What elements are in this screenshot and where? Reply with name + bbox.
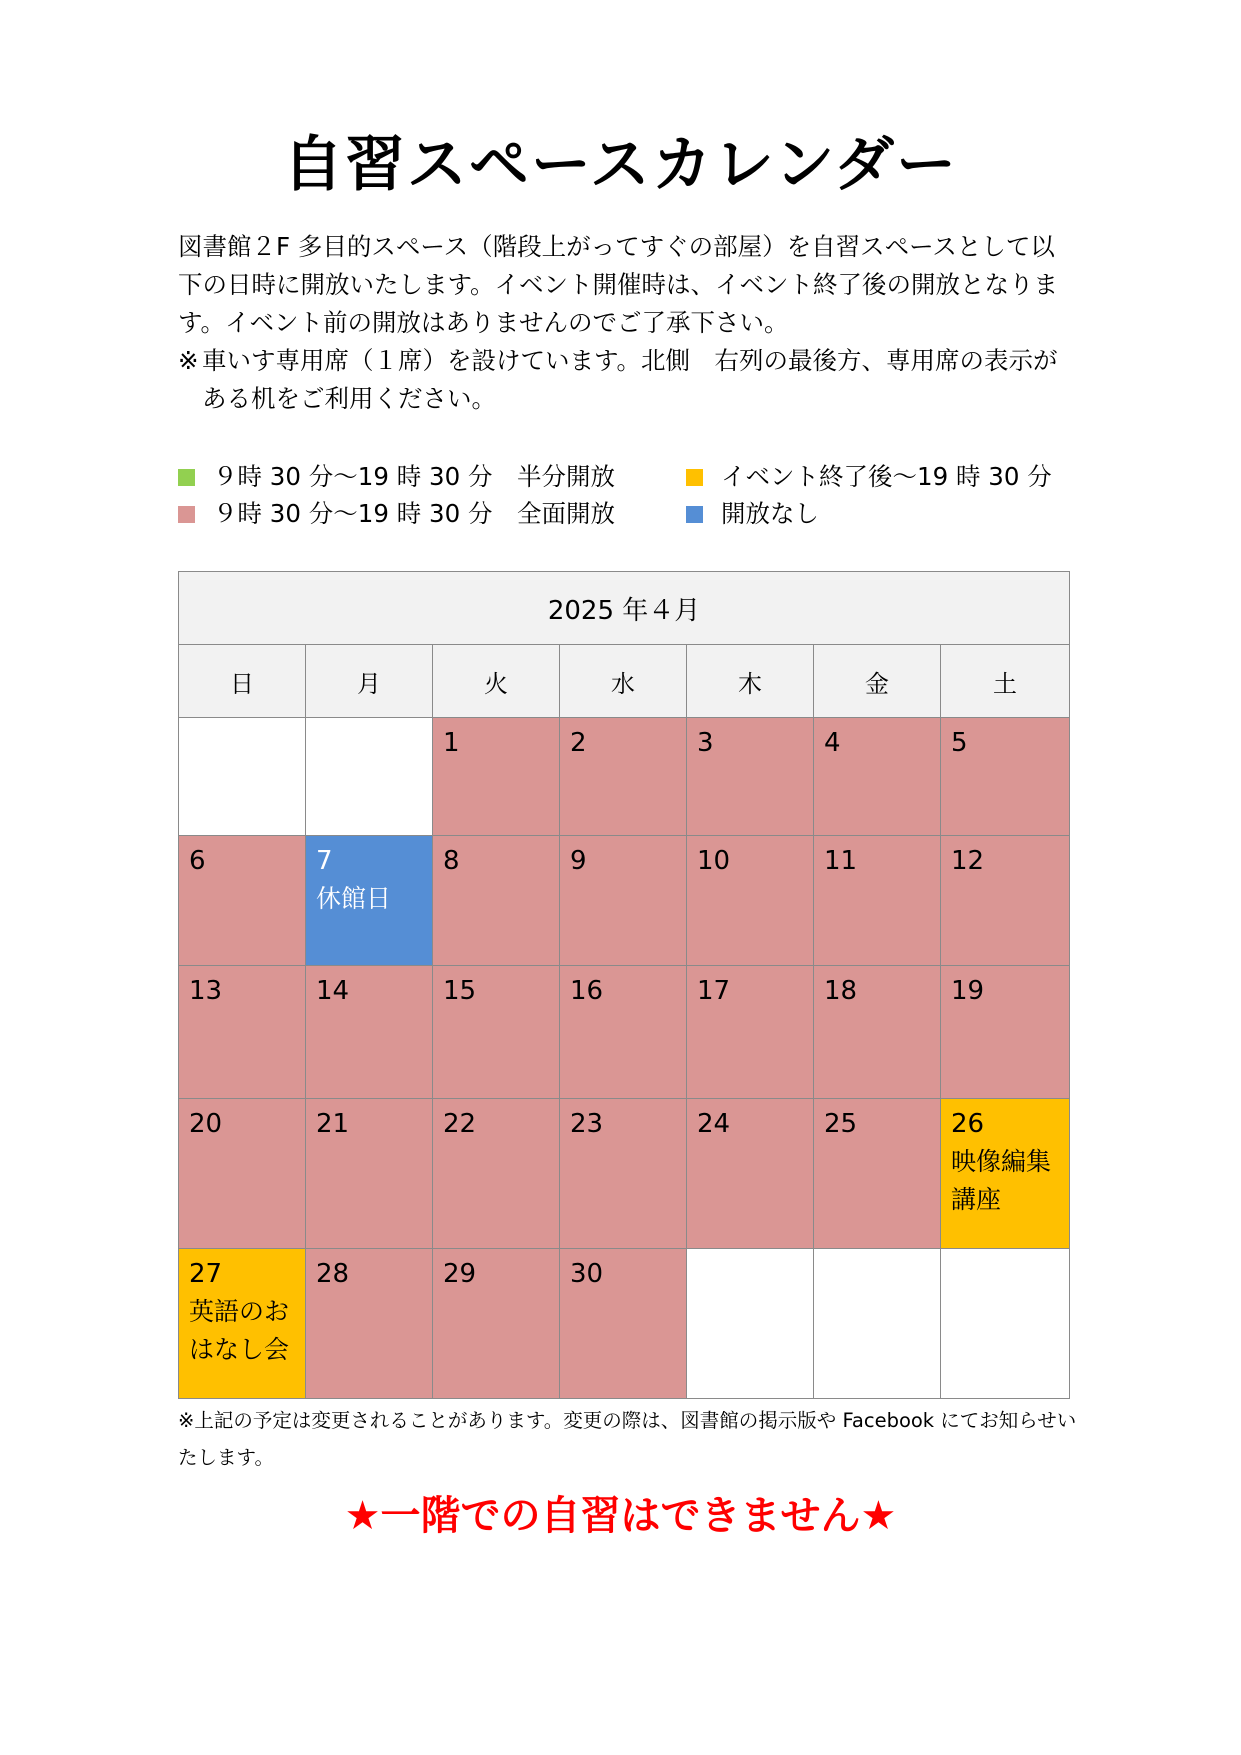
calendar-day (814, 836, 941, 966)
calendar-day (814, 1099, 941, 1249)
legend-label: イベント終了後～19 時 30 分 (721, 462, 1052, 491)
footnote: ※上記の予定は変更されることがあります。変更の際は、図書館の掲示版や Facebook にてお知らせいたします。 (178, 1409, 1077, 1469)
calendar-header-row (179, 572, 1070, 645)
legend-swatch-pink (178, 506, 195, 523)
calendar-day (179, 1099, 306, 1249)
day-number: 1 (443, 728, 460, 758)
calendar-week-row (179, 836, 1070, 966)
calendar-week-row (179, 1099, 1070, 1249)
calendar-day (941, 1099, 1070, 1249)
calendar-day (433, 1099, 560, 1249)
calendar-day (560, 966, 687, 1099)
day-event-label: 英語のおはなし会 (189, 1297, 290, 1364)
calendar-day (560, 836, 687, 966)
intro-text (178, 228, 1078, 418)
day-number: 18 (824, 976, 858, 1006)
weekday-row (179, 645, 1070, 718)
calendar-day (433, 966, 560, 1099)
calendar-day (433, 1249, 560, 1399)
calendar-week-row (179, 1249, 1070, 1399)
day-number: 13 (189, 976, 223, 1006)
day-number: 7 (316, 846, 333, 876)
calendar-day (941, 966, 1070, 1099)
day-number: 26 (951, 1109, 985, 1139)
calendar-day (179, 836, 306, 966)
day-number: 3 (697, 728, 714, 758)
note-mark: ※ (178, 346, 199, 375)
calendar-day (814, 718, 941, 836)
calendar-day (433, 836, 560, 966)
legend-label: ９時 30 分～19 時 30 分 半分開放 (213, 462, 615, 491)
calendar-day (560, 718, 687, 836)
calendar-day (814, 966, 941, 1099)
calendar-week-row (179, 966, 1070, 1099)
day-number: 15 (443, 976, 477, 1006)
weekday-thu: 木 (687, 645, 814, 718)
calendar-week-row (179, 718, 1070, 836)
note-text: 車いす専用席（１席）を設けています。北側 右列の最後方、専用席の表示がある机をご利用ください。 (202, 346, 1058, 413)
weekday-sun: 日 (179, 645, 306, 718)
weekday-wed: 水 (560, 645, 687, 718)
warning-banner: ★一階での自習はできません★ (344, 1493, 897, 1539)
legend-label: ９時 30 分～19 時 30 分 全面開放 (213, 499, 615, 528)
calendar-day (306, 1249, 433, 1399)
calendar-day (687, 836, 814, 966)
month-label: 2025 年４月 (179, 572, 1070, 645)
calendar-empty-cell (179, 718, 306, 836)
legend-item-half-open (178, 458, 615, 495)
legend-item-closed (686, 495, 819, 532)
day-number: 5 (951, 728, 968, 758)
calendar-day (941, 836, 1070, 966)
calendar-day (560, 1099, 687, 1249)
calendar-day (179, 966, 306, 1099)
day-number: 9 (570, 846, 587, 876)
day-number: 6 (189, 846, 206, 876)
weekday-fri: 金 (814, 645, 941, 718)
calendar-day (179, 1249, 306, 1399)
calendar-day (687, 966, 814, 1099)
day-number: 8 (443, 846, 460, 876)
weekday-sat: 土 (941, 645, 1070, 718)
calendar-day (560, 1249, 687, 1399)
day-number: 25 (824, 1109, 858, 1139)
day-number: 4 (824, 728, 841, 758)
calendar-day (306, 836, 433, 966)
calendar-day (306, 1099, 433, 1249)
day-number: 16 (570, 976, 604, 1006)
calendar-body (179, 718, 1070, 1399)
weekday-tue: 火 (433, 645, 560, 718)
legend-item-full-open (178, 495, 615, 532)
day-number: 19 (951, 976, 985, 1006)
day-number: 20 (189, 1109, 223, 1139)
weekday-mon: 月 (306, 645, 433, 718)
calendar-table (178, 571, 1070, 1399)
day-number: 2 (570, 728, 587, 758)
day-event-label: 映像編集講座 (951, 1147, 1052, 1214)
day-number: 17 (697, 976, 731, 1006)
calendar-day (687, 1099, 814, 1249)
day-number: 12 (951, 846, 985, 876)
intro-paragraph: 図書館２F 多目的スペース（階段上がってすぐの部屋）を自習スペースとして以下の日時に開放いたします。イベント開催時は、イベント終了後の開放となります。イベント前の開放はありませんのでご了承下さい。 (178, 232, 1059, 337)
legend-label: 開放なし (721, 499, 819, 528)
legend-swatch-blue (686, 506, 703, 523)
calendar-empty-cell (687, 1249, 814, 1399)
day-number: 21 (316, 1109, 350, 1139)
calendar-day (433, 718, 560, 836)
day-number: 14 (316, 976, 350, 1006)
legend-swatch-green (178, 469, 195, 486)
day-number: 30 (570, 1259, 604, 1289)
legend-swatch-orange (686, 469, 703, 486)
legend-item-after-event (686, 458, 1052, 495)
calendar-day (306, 966, 433, 1099)
calendar-day (687, 718, 814, 836)
legend (178, 458, 1078, 538)
day-number: 23 (570, 1109, 604, 1139)
wheelchair-note (178, 342, 1078, 418)
calendar-empty-cell (814, 1249, 941, 1399)
day-number: 29 (443, 1259, 477, 1289)
day-number: 28 (316, 1259, 350, 1289)
day-number: 11 (824, 846, 858, 876)
calendar-empty-cell (306, 718, 433, 836)
day-number: 10 (697, 846, 731, 876)
calendar-day (941, 718, 1070, 836)
day-number: 24 (697, 1109, 731, 1139)
day-event-label: 休館日 (316, 884, 392, 913)
day-number: 22 (443, 1109, 477, 1139)
day-number: 27 (189, 1259, 223, 1289)
page-title: 自習スペースカレンダー (282, 130, 959, 200)
calendar-empty-cell (941, 1249, 1070, 1399)
